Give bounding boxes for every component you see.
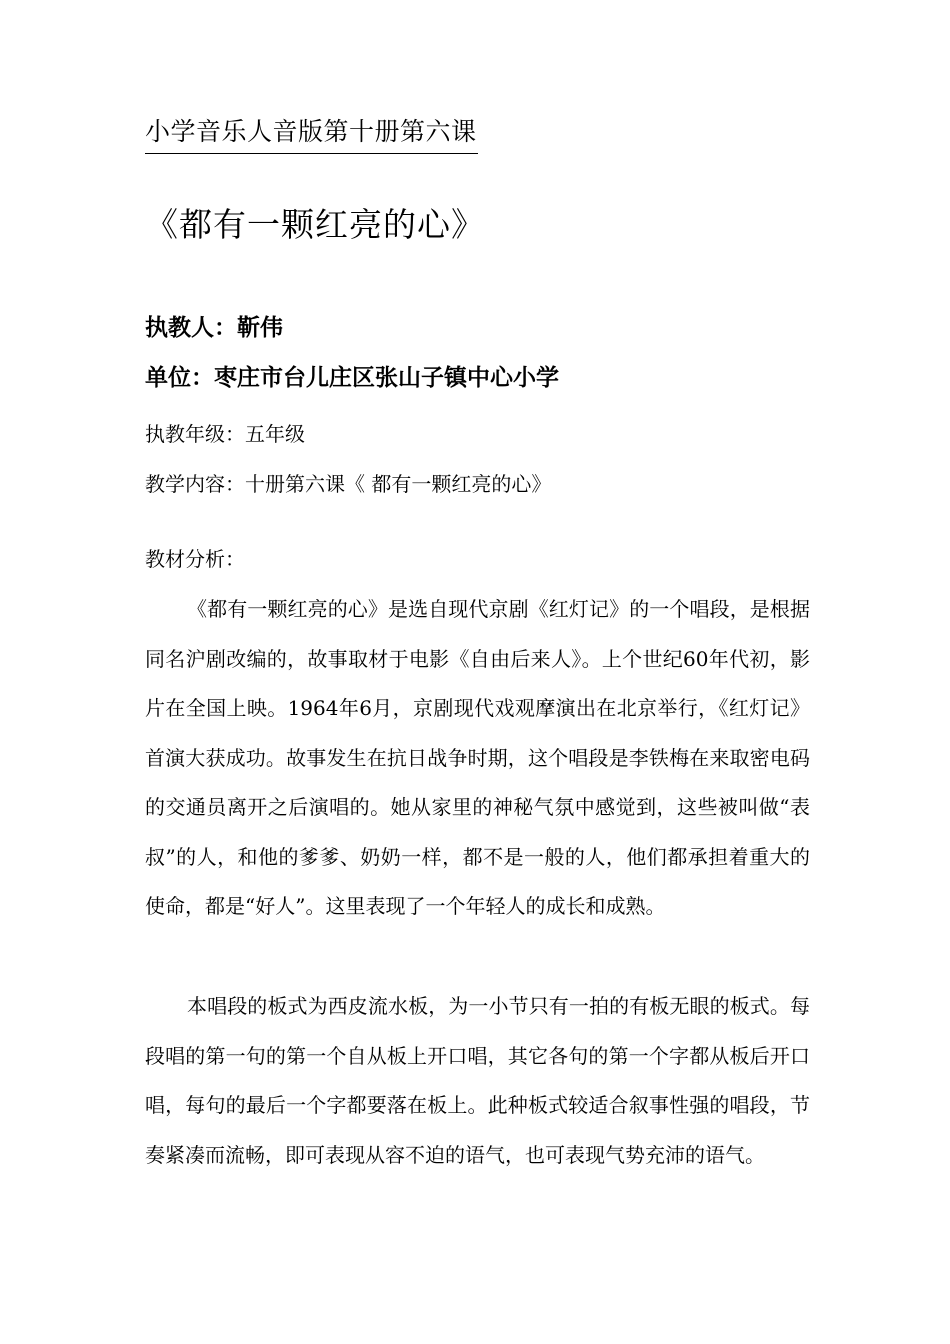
analysis-paragraph-1: 《都有一颗红亮的心》是选自现代京剧《红灯记》的一个唱段，是根据同名沪剧改编的，故事取材于电影《自由后来人》。上个世纪60年代初，影片在全国上映。1964年6月，京剧现代戏观摩演出在北京举行，《红灯记》首演大获成功。故事发生在抗日战争时期，这个唱段是李铁梅在来取密电码的交通员离开之后演唱的。她从家里的神秘气氛中感觉到，这些被叫做“表叔”的人，和他的爹爹、奶奶一样，都不是一般的人，他们都承担着重大的使命，都是“好人”。这里表现了一个年轻人的成长和成熟。 [145, 597, 810, 918]
course-title: 小学音乐人音版第十册第六课 [145, 117, 477, 146]
header-underline [145, 153, 478, 154]
lesson-title: 《都有一颗红亮的心》 [145, 205, 485, 244]
analysis-heading: 教材分析： [145, 547, 245, 571]
content-line: 教学内容：十册第六课《 都有一颗红亮的心》 [145, 472, 552, 496]
teacher-line: 执教人：靳伟 [145, 315, 283, 341]
analysis-paragraph-2: 本唱段的板式为西皮流水板，为一小节只有一拍的有板无眼的板式。每段唱的第一句的第一个自从板上开口唱，其它各句的第一个字都从板后开口唱，每句的最后一个字都要落在板上。此种板式较适合叙事性强的唱段，节奏紧凑而流畅，即可表现从容不迫的语气，也可表现气势充沛的语气。 [145, 994, 810, 1167]
grade-line: 执教年级：五年级 [145, 422, 305, 446]
unit-line: 单位：枣庄市台儿庄区张山子镇中心小学 [145, 365, 559, 391]
